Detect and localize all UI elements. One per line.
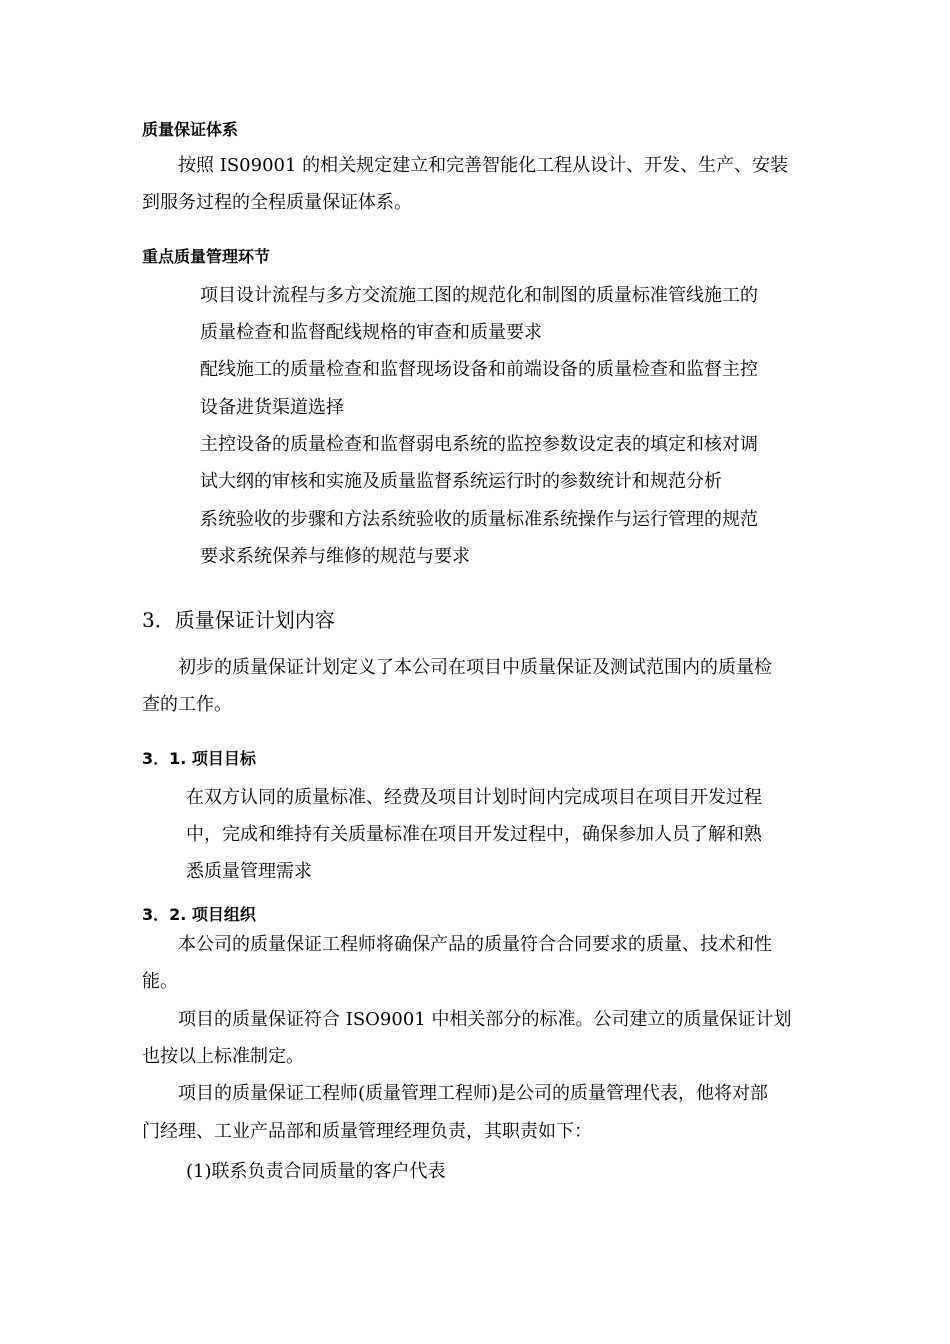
section-3-title: 3．质量保证计划内容 (142, 608, 335, 632)
paragraph-line: 也按以上标准制定。 (142, 1046, 304, 1067)
list-line: 要求系统保养与维修的规范与要求 (200, 546, 470, 567)
paragraph-line: 初步的质量保证计划定义了本公司在项目中质量保证及测试范围内的质量检 (178, 657, 772, 678)
paragraph-line: 中，完成和维持有关质量标准在项目开发过程中，确保参加人员了解和熟 (186, 824, 762, 845)
list-line: 项目设计流程与多方交流施工图的规范化和制图的质量标准管线施工的 (200, 285, 758, 306)
paragraph-line: 查的工作。 (142, 694, 232, 715)
list-line: 质量检查和监督配线规格的审查和质量要求 (200, 322, 542, 343)
paragraph-line: 门经理、工业产品部和质量管理经理负责，其职责如下： (142, 1121, 592, 1142)
paragraph-line: 项目的质量保证符合 ISO9001 中相关部分的标准。公司建立的质量保证计划 (178, 1009, 792, 1030)
list-line: (1)联系负责合同质量的客户代表 (186, 1161, 446, 1182)
paragraph-line: 到服务过程的全程质量保证体系。 (142, 192, 412, 213)
paragraph-line: 在双方认同的质量标准、经费及项目计划时间内完成项目在项目开发过程 (186, 787, 762, 808)
list-line: 系统验收的步骤和方法系统验收的质量标准系统操作与运行管理的规范 (200, 509, 758, 530)
section-3-2-title: 3．2. 项目组织 (142, 905, 256, 924)
list-line: 配线施工的质量检查和监督现场设备和前端设备的质量检查和监督主控 (200, 359, 758, 380)
section-3-1-title: 3．1. 项目目标 (142, 749, 256, 768)
heading-key-links: 重点质量管理环节 (142, 247, 271, 266)
list-line: 主控设备的质量检查和监督弱电系统的监控参数设定表的填定和核对调 (200, 434, 758, 455)
list-line: 试大纲的审核和实施及质量监督系统运行时的参数统计和规范分析 (200, 471, 722, 492)
paragraph-line: 本公司的质量保证工程师将确保产品的质量符合合同要求的质量、技术和性 (178, 934, 772, 955)
list-line: 设备进货渠道选择 (200, 397, 344, 418)
paragraph-line: 项目的质量保证工程师(质量管理工程师)是公司的质量管理代表，他将对部 (178, 1083, 769, 1104)
paragraph-line: 能。 (142, 971, 178, 992)
heading-quality-system: 质量保证体系 (142, 120, 239, 139)
paragraph-line: 悉质量管理需求 (186, 861, 312, 882)
paragraph-line: 按照 IS09001 的相关规定建立和完善智能化工程从设计、开发、生产、安装 (178, 155, 789, 176)
